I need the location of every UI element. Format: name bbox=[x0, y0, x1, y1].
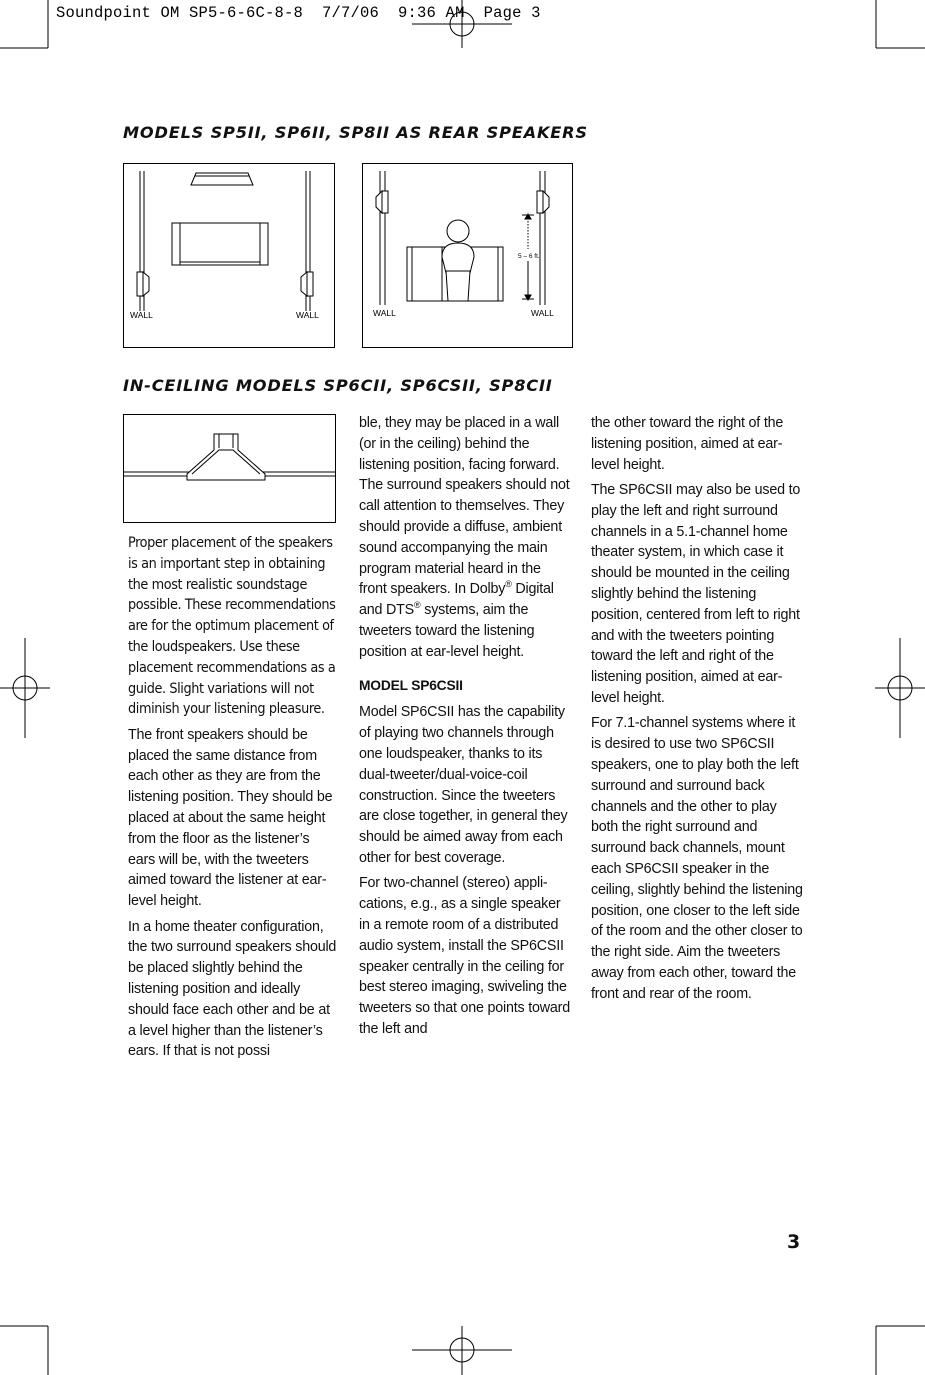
page-number: 3 bbox=[787, 1231, 801, 1253]
section-title-in-ceiling: IN-CEILING MODELS SP6CII, SP6CSII, SP8CII bbox=[123, 376, 553, 395]
wall-label-right: WALL bbox=[296, 310, 319, 320]
registered-mark: ® bbox=[505, 579, 512, 590]
wall-label-left: WALL bbox=[373, 308, 396, 318]
wall-label-right: WALL bbox=[531, 308, 554, 318]
registered-mark: ® bbox=[414, 600, 421, 611]
paragraph-sp6csii-capability: Model SP6CSII has the capability of playing two channels through one loudspeaker, thanks to its dual-tweeter/dual-voice-coil construction. Since the tweeters are close together, in general they should be aimed away from each other for best coverage. bbox=[359, 704, 568, 866]
text-column-3 bbox=[591, 413, 803, 1009]
paragraph-two-channel-cont: the other toward the right of the listening position, aimed at ear-level height. bbox=[591, 415, 784, 473]
paragraph-surround-start bbox=[128, 917, 338, 1063]
paragraph-51-surround: The SP6CSII may also be used to play the left and right surround channels in a 5.1-channel home theater system, in which case it should be mounted in the ceiling slightly behind the listening position, centered from left to right and with the tweeters pointing toward the left and right of the listening position, aimed at ear-level height. bbox=[591, 481, 801, 706]
paragraph-front-speakers: The front speakers should be placed the same distance from each other as they are from the listening position. They should be placed at about the same height from the floor as the listener’s ears will be, with the tweeters aimed toward the listener at ear-level height. bbox=[128, 726, 333, 910]
paragraph-two-channel-start: For two-channel (stereo) applications, e.g., as a single speaker in a remote room of a distributed audio system, install the SP6CSII speaker centrally in the ceiling for best stereo imaging, swiveling the tweeters so that one points toward the left and bbox=[359, 875, 570, 1037]
paragraph-placement-intro: Proper placement of the speakers is an important step in obtaining the most realistic soundstage possible. These recommendations are for the optimum placement of the loudspeakers. Use these placement recommendations as a guide. Slight variations will not diminish your listening pleasure. bbox=[128, 535, 336, 718]
print-slug: Soundpoint OM SP5-6-6C-8-8 7/7/06 9:36 AM Page 3 bbox=[56, 4, 541, 22]
surround-text-part-1: In a home theater configuration, the two surround speakers should be placed slightly behind the listening position and ideally should face each other and be at a level higher than the listener’s ears. If that is not possi bbox=[128, 918, 337, 1060]
text-column-1 bbox=[128, 533, 338, 1067]
in-ceiling-speaker-diagram bbox=[123, 414, 336, 523]
subheading-model-sp6csii: MODEL SP6CSII bbox=[359, 677, 463, 693]
rear-speaker-diagram-side-view bbox=[362, 163, 573, 348]
section-title-rear-speakers: MODELS SP5II, SP6II, SP8II AS REAR SPEAKERS bbox=[123, 123, 588, 142]
dts-text: systems, aim the tweeters toward the listening position at ear-level height. bbox=[359, 602, 535, 660]
paragraph-71-systems: For 7.1-channel systems where it is desired to use two SP6CSII speakers, one to play both the left surround and surround back channels and the other to play both the right surround and surround back channels, mount each SP6CSII speaker in the ceiling, slightly behind the listening position, one closer to the left side of the room and the other closer to the right side. Aim the tweeters away from each other, toward the front and rear of the room. bbox=[591, 715, 803, 1002]
paragraph-surround-cont: ble, they may be placed in a wall (or in the ceiling) behind the listening position, facing forward. The surround speakers should not call attention to themselves. They should provide a diffuse, ambient sound accompanying the main program material heard in the front speakers. In Dolby® Digital and DTS® systems, aim the tweeters toward the listening position at ear-level height. bbox=[359, 415, 570, 660]
height-dimension-label: 5 – 6 ft. bbox=[518, 253, 540, 260]
rear-speaker-diagram-top-view bbox=[123, 163, 335, 348]
dolby-digital-text: Digital and DTS bbox=[359, 581, 554, 619]
wall-label-left: WALL bbox=[130, 310, 153, 320]
text-column-2 bbox=[359, 413, 571, 1044]
